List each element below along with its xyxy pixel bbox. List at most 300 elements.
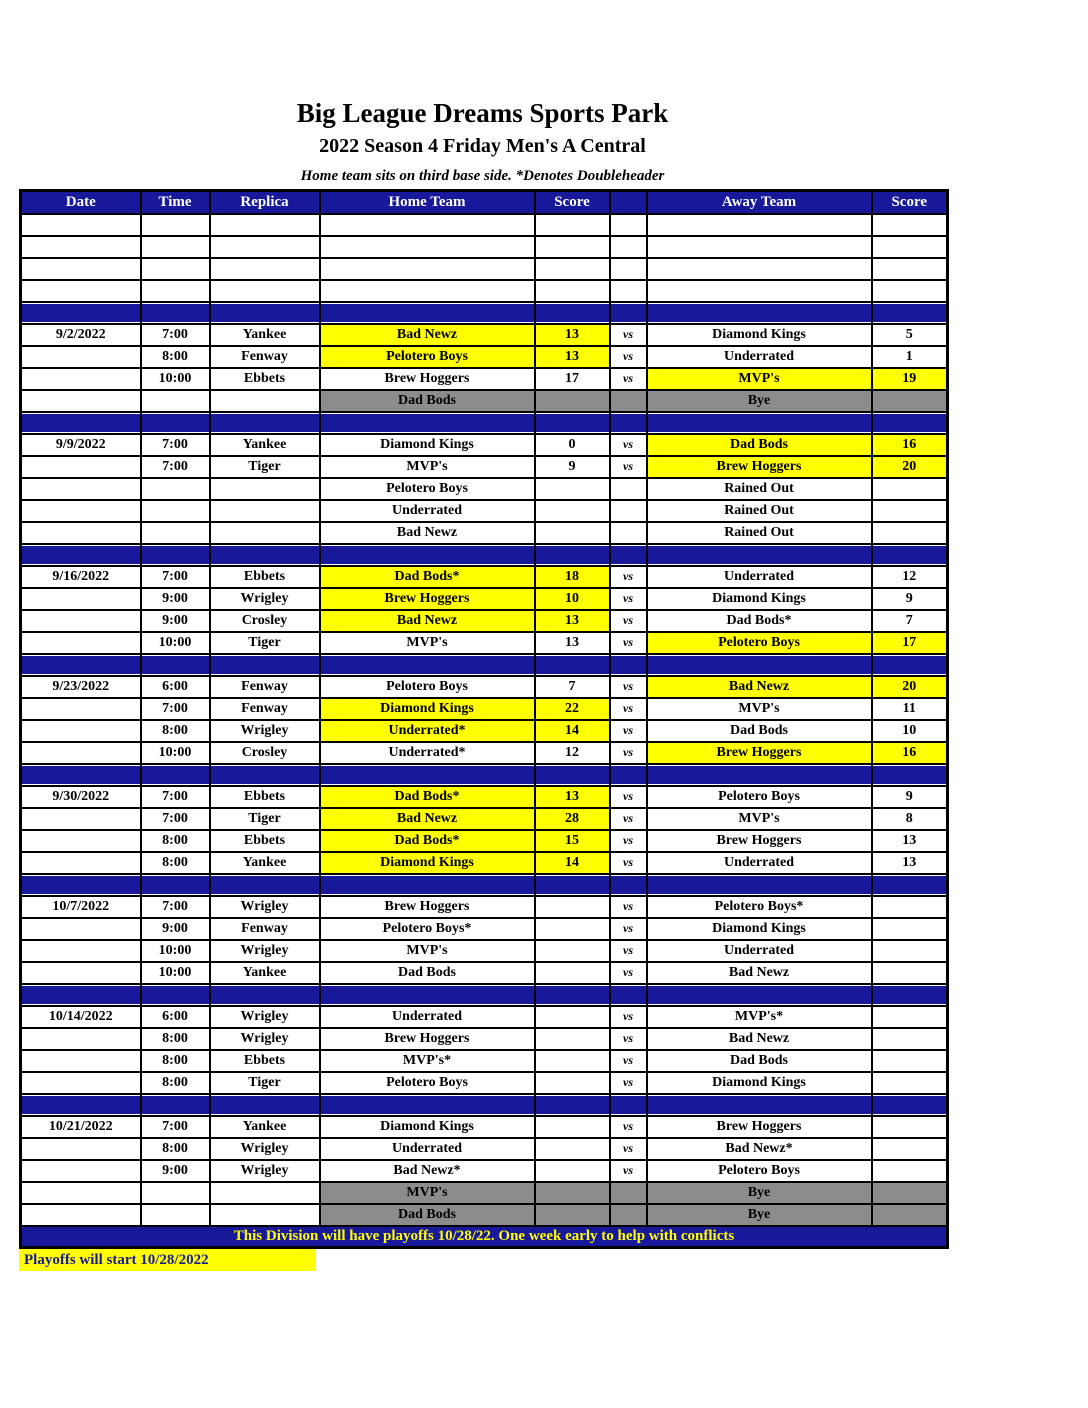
spacer-cell	[320, 984, 535, 1006]
date-cell	[21, 698, 141, 720]
date-cell	[21, 368, 141, 390]
replica-cell: Fenway	[210, 698, 320, 720]
spacer-cell	[647, 412, 872, 434]
game-row	[21, 1072, 948, 1094]
spacer-cell	[141, 764, 210, 786]
spacer-cell	[647, 654, 872, 676]
vs-cell: vs	[610, 1138, 647, 1160]
date-cell	[21, 390, 141, 412]
time-cell: 9:00	[141, 1160, 210, 1182]
game-row	[21, 896, 948, 918]
game-row	[21, 676, 948, 698]
home-score-cell: 9	[535, 456, 610, 478]
home-team-cell: MVP's	[320, 940, 535, 962]
away-score-cell	[872, 940, 948, 962]
game-row	[21, 1160, 948, 1182]
col-header-away-team: Away Team	[647, 191, 872, 214]
away-score-cell	[872, 522, 948, 544]
footer-row	[21, 1226, 948, 1248]
home-team-cell: Underrated	[320, 1138, 535, 1160]
home-team-cell: Pelotero Boys	[320, 676, 535, 698]
empty-cell	[647, 258, 872, 280]
away-score-cell: 12	[872, 566, 948, 588]
date-cell: 9/30/2022	[21, 786, 141, 808]
col-header-date: Date	[21, 191, 141, 214]
game-row	[21, 456, 948, 478]
empty-cell	[610, 214, 647, 236]
home-team-cell: Underrated*	[320, 720, 535, 742]
game-row	[21, 720, 948, 742]
game-row	[21, 808, 948, 830]
away-team-cell: Underrated	[647, 566, 872, 588]
away-team-cell: Brew Hoggers	[647, 1116, 872, 1138]
spacer-cell	[210, 764, 320, 786]
vs-cell: vs	[610, 830, 647, 852]
spacer-cell	[21, 1094, 141, 1116]
home-score-cell: 28	[535, 808, 610, 830]
empty-cell	[210, 214, 320, 236]
away-score-cell	[872, 896, 948, 918]
away-team-cell: Diamond Kings	[647, 1072, 872, 1094]
time-cell: 10:00	[141, 940, 210, 962]
vs-cell	[610, 522, 647, 544]
vs-cell: vs	[610, 1160, 647, 1182]
away-score-cell: 16	[872, 742, 948, 764]
spacer-cell	[535, 412, 610, 434]
spacer-cell	[320, 764, 535, 786]
empty-cell	[141, 236, 210, 258]
away-team-cell: Pelotero Boys	[647, 786, 872, 808]
home-team-cell: Diamond Kings	[320, 852, 535, 874]
game-row	[21, 698, 948, 720]
away-score-cell	[872, 478, 948, 500]
away-score-cell: 19	[872, 368, 948, 390]
spacer-cell	[210, 302, 320, 324]
time-cell: 9:00	[141, 918, 210, 940]
away-score-cell	[872, 1006, 948, 1028]
spacer-cell	[610, 654, 647, 676]
spacer-cell	[610, 1094, 647, 1116]
replica-cell	[210, 522, 320, 544]
away-team-cell: Brew Hoggers	[647, 456, 872, 478]
spacer-cell	[320, 874, 535, 896]
empty-cell	[21, 280, 141, 302]
vs-cell: vs	[610, 918, 647, 940]
vs-cell: vs	[610, 808, 647, 830]
game-row	[21, 346, 948, 368]
empty-cell	[610, 258, 647, 280]
time-cell: 8:00	[141, 1028, 210, 1050]
away-score-cell: 20	[872, 456, 948, 478]
date-cell: 10/7/2022	[21, 896, 141, 918]
replica-cell: Tiger	[210, 632, 320, 654]
replica-cell: Wrigley	[210, 1138, 320, 1160]
spacer-cell	[535, 544, 610, 566]
date-cell: 9/9/2022	[21, 434, 141, 456]
game-row	[21, 632, 948, 654]
date-cell	[21, 742, 141, 764]
spacer-cell	[21, 764, 141, 786]
away-score-cell: 13	[872, 830, 948, 852]
away-team-cell: Underrated	[647, 940, 872, 962]
date-cell	[21, 962, 141, 984]
home-team-cell: Bad Newz*	[320, 1160, 535, 1182]
date-cell	[21, 500, 141, 522]
date-cell: 9/16/2022	[21, 566, 141, 588]
home-score-cell: 13	[535, 324, 610, 346]
vs-cell	[610, 500, 647, 522]
away-team-cell: Rained Out	[647, 478, 872, 500]
home-team-cell: Underrated	[320, 500, 535, 522]
empty-cell	[647, 214, 872, 236]
home-score-cell	[535, 1160, 610, 1182]
home-team-cell: Bad Newz	[320, 610, 535, 632]
spacer-cell	[210, 1094, 320, 1116]
table-header-row	[21, 191, 948, 214]
away-team-cell: Dad Bods*	[647, 610, 872, 632]
time-cell: 7:00	[141, 1116, 210, 1138]
time-cell: 7:00	[141, 434, 210, 456]
bye-row	[21, 1204, 948, 1226]
time-cell	[141, 522, 210, 544]
spacer-cell	[535, 874, 610, 896]
empty-row	[21, 236, 948, 258]
date-cell	[21, 1072, 141, 1094]
spacer-cell	[320, 1094, 535, 1116]
spacer-cell	[21, 874, 141, 896]
empty-cell	[647, 236, 872, 258]
spacer-cell	[320, 544, 535, 566]
time-cell: 7:00	[141, 698, 210, 720]
spacer-cell	[647, 874, 872, 896]
away-score-cell: 9	[872, 786, 948, 808]
bye-row	[21, 1182, 948, 1204]
home-score-cell	[535, 896, 610, 918]
replica-cell: Fenway	[210, 676, 320, 698]
game-row	[21, 940, 948, 962]
game-row	[21, 610, 948, 632]
empty-cell	[21, 236, 141, 258]
home-score-cell: 13	[535, 610, 610, 632]
vs-cell: vs	[610, 786, 647, 808]
date-cell	[21, 918, 141, 940]
col-header-home-score: Score	[535, 191, 610, 214]
home-score-cell	[535, 962, 610, 984]
vs-cell: vs	[610, 742, 647, 764]
vs-cell: vs	[610, 456, 647, 478]
spacer-cell	[535, 654, 610, 676]
game-row	[21, 742, 948, 764]
time-cell: 7:00	[141, 456, 210, 478]
rained-row	[21, 522, 948, 544]
spacer-cell	[535, 302, 610, 324]
replica-cell	[210, 390, 320, 412]
rained-row	[21, 500, 948, 522]
home-team-cell: Brew Hoggers	[320, 1028, 535, 1050]
home-team-cell: Pelotero Boys	[320, 346, 535, 368]
spacer-cell	[647, 984, 872, 1006]
home-team-cell: Dad Bods*	[320, 830, 535, 852]
away-team-cell: Bad Newz*	[647, 1138, 872, 1160]
vs-cell: vs	[610, 324, 647, 346]
spacer-cell	[872, 874, 948, 896]
spacer-cell	[872, 544, 948, 566]
home-score-cell	[535, 390, 610, 412]
away-team-cell: Bad Newz	[647, 676, 872, 698]
away-score-cell: 13	[872, 852, 948, 874]
vs-cell	[610, 390, 647, 412]
col-header-vs	[610, 191, 647, 214]
spacer-cell	[647, 302, 872, 324]
home-team-cell: Dad Bods	[320, 962, 535, 984]
home-score-cell	[535, 522, 610, 544]
away-score-cell	[872, 962, 948, 984]
empty-cell	[320, 258, 535, 280]
away-team-cell: Dad Bods	[647, 720, 872, 742]
spacer-cell	[647, 544, 872, 566]
spacer-cell	[210, 654, 320, 676]
home-score-cell: 14	[535, 852, 610, 874]
date-cell	[21, 940, 141, 962]
vs-cell: vs	[610, 1116, 647, 1138]
time-cell: 8:00	[141, 1050, 210, 1072]
away-team-cell: Diamond Kings	[647, 588, 872, 610]
home-score-cell: 13	[535, 346, 610, 368]
home-team-cell: Diamond Kings	[320, 698, 535, 720]
time-cell: 9:00	[141, 610, 210, 632]
game-row	[21, 918, 948, 940]
empty-cell	[141, 214, 210, 236]
vs-cell: vs	[610, 720, 647, 742]
home-score-cell	[535, 478, 610, 500]
home-team-cell: Diamond Kings	[320, 434, 535, 456]
spacer-cell	[21, 984, 141, 1006]
date-cell	[21, 1160, 141, 1182]
home-team-cell: Brew Hoggers	[320, 588, 535, 610]
away-score-cell	[872, 1050, 948, 1072]
away-team-cell: Bad Newz	[647, 1028, 872, 1050]
home-team-cell: Dad Bods	[320, 1204, 535, 1226]
home-score-cell: 12	[535, 742, 610, 764]
away-score-cell: 7	[872, 610, 948, 632]
date-cell	[21, 610, 141, 632]
time-cell: 10:00	[141, 632, 210, 654]
vs-cell: vs	[610, 566, 647, 588]
away-score-cell	[872, 1116, 948, 1138]
schedule-body	[21, 214, 948, 1248]
empty-cell	[320, 214, 535, 236]
replica-cell: Tiger	[210, 456, 320, 478]
away-team-cell: Underrated	[647, 852, 872, 874]
title-block	[19, 0, 946, 185]
empty-cell	[210, 258, 320, 280]
game-row	[21, 588, 948, 610]
away-score-cell	[872, 918, 948, 940]
away-score-cell	[872, 1160, 948, 1182]
empty-cell	[610, 236, 647, 258]
empty-cell	[872, 214, 948, 236]
replica-cell: Fenway	[210, 346, 320, 368]
empty-cell	[872, 236, 948, 258]
rained-row	[21, 478, 948, 500]
away-team-cell: Bye	[647, 1204, 872, 1226]
spacer-row	[21, 412, 948, 434]
replica-cell: Ebbets	[210, 830, 320, 852]
empty-cell	[535, 236, 610, 258]
date-cell	[21, 346, 141, 368]
replica-cell: Crosley	[210, 610, 320, 632]
home-score-cell	[535, 500, 610, 522]
vs-cell: vs	[610, 962, 647, 984]
spacer-cell	[141, 302, 210, 324]
vs-cell: vs	[610, 698, 647, 720]
home-score-cell	[535, 940, 610, 962]
home-score-cell: 18	[535, 566, 610, 588]
home-team-cell: Diamond Kings	[320, 1116, 535, 1138]
game-row	[21, 962, 948, 984]
vs-cell: vs	[610, 346, 647, 368]
away-team-cell: MVP's	[647, 698, 872, 720]
time-cell: 7:00	[141, 808, 210, 830]
away-team-cell: Diamond Kings	[647, 324, 872, 346]
home-team-cell: Pelotero Boys	[320, 1072, 535, 1094]
date-cell	[21, 456, 141, 478]
time-cell: 8:00	[141, 852, 210, 874]
col-header-replica: Replica	[210, 191, 320, 214]
empty-row	[21, 214, 948, 236]
spacer-row	[21, 654, 948, 676]
time-cell: 9:00	[141, 588, 210, 610]
away-score-cell	[872, 390, 948, 412]
date-cell: 9/23/2022	[21, 676, 141, 698]
spacer-cell	[141, 412, 210, 434]
spacer-cell	[610, 874, 647, 896]
playoffs-start-note: Playoffs will start 10/28/2022	[19, 1249, 316, 1271]
home-team-cell: MVP's	[320, 456, 535, 478]
home-score-cell	[535, 1072, 610, 1094]
game-row	[21, 830, 948, 852]
date-cell	[21, 808, 141, 830]
home-team-cell: Dad Bods*	[320, 786, 535, 808]
home-score-cell	[535, 1138, 610, 1160]
home-team-cell: Brew Hoggers	[320, 896, 535, 918]
empty-cell	[21, 214, 141, 236]
away-team-cell: Pelotero Boys*	[647, 896, 872, 918]
empty-row	[21, 258, 948, 280]
away-team-cell: Rained Out	[647, 500, 872, 522]
empty-cell	[141, 280, 210, 302]
home-score-cell: 22	[535, 698, 610, 720]
game-row	[21, 852, 948, 874]
spacer-row	[21, 302, 948, 324]
spacer-cell	[320, 302, 535, 324]
away-team-cell: MVP's	[647, 808, 872, 830]
away-team-cell: Bye	[647, 1182, 872, 1204]
home-team-cell: Dad Bods	[320, 390, 535, 412]
vs-cell	[610, 1182, 647, 1204]
home-team-cell: Pelotero Boys	[320, 478, 535, 500]
replica-cell: Yankee	[210, 962, 320, 984]
away-team-cell: Underrated	[647, 346, 872, 368]
replica-cell: Wrigley	[210, 1006, 320, 1028]
spacer-cell	[872, 1094, 948, 1116]
date-cell	[21, 852, 141, 874]
home-score-cell: 15	[535, 830, 610, 852]
vs-cell: vs	[610, 434, 647, 456]
replica-cell	[210, 478, 320, 500]
away-score-cell: 9	[872, 588, 948, 610]
home-team-cell: Bad Newz	[320, 522, 535, 544]
schedule-table	[19, 189, 949, 1249]
spacer-cell	[21, 412, 141, 434]
spacer-cell	[647, 764, 872, 786]
date-cell	[21, 830, 141, 852]
home-team-cell: MVP's	[320, 632, 535, 654]
spacer-cell	[210, 544, 320, 566]
replica-cell: Wrigley	[210, 588, 320, 610]
game-row	[21, 1138, 948, 1160]
home-score-cell: 0	[535, 434, 610, 456]
vs-cell: vs	[610, 368, 647, 390]
time-cell: 8:00	[141, 830, 210, 852]
empty-cell	[210, 236, 320, 258]
spacer-cell	[872, 654, 948, 676]
replica-cell: Ebbets	[210, 1050, 320, 1072]
away-team-cell: Bye	[647, 390, 872, 412]
spacer-cell	[535, 764, 610, 786]
replica-cell	[210, 1182, 320, 1204]
time-cell	[141, 1204, 210, 1226]
empty-cell	[320, 280, 535, 302]
home-team-cell: MVP's*	[320, 1050, 535, 1072]
replica-cell: Ebbets	[210, 786, 320, 808]
away-team-cell: Rained Out	[647, 522, 872, 544]
away-team-cell: Pelotero Boys	[647, 1160, 872, 1182]
replica-cell: Fenway	[210, 918, 320, 940]
spacer-cell	[141, 544, 210, 566]
time-cell: 10:00	[141, 368, 210, 390]
spacer-cell	[21, 302, 141, 324]
home-team-cell: Brew Hoggers	[320, 368, 535, 390]
date-cell	[21, 588, 141, 610]
game-row	[21, 786, 948, 808]
time-cell: 8:00	[141, 720, 210, 742]
away-team-cell: Dad Bods	[647, 434, 872, 456]
away-score-cell	[872, 1028, 948, 1050]
vs-cell: vs	[610, 676, 647, 698]
date-cell	[21, 1138, 141, 1160]
home-score-cell	[535, 1116, 610, 1138]
vs-cell: vs	[610, 852, 647, 874]
vs-cell: vs	[610, 1028, 647, 1050]
spacer-cell	[872, 302, 948, 324]
away-score-cell: 5	[872, 324, 948, 346]
date-cell	[21, 632, 141, 654]
replica-cell: Wrigley	[210, 1028, 320, 1050]
vs-cell: vs	[610, 896, 647, 918]
time-cell: 8:00	[141, 1072, 210, 1094]
time-cell: 7:00	[141, 324, 210, 346]
away-score-cell: 17	[872, 632, 948, 654]
date-cell: 9/2/2022	[21, 324, 141, 346]
replica-cell	[210, 1204, 320, 1226]
date-cell: 10/21/2022	[21, 1116, 141, 1138]
away-score-cell: 8	[872, 808, 948, 830]
replica-cell: Yankee	[210, 852, 320, 874]
time-cell	[141, 1182, 210, 1204]
replica-cell: Wrigley	[210, 720, 320, 742]
bye-row	[21, 390, 948, 412]
